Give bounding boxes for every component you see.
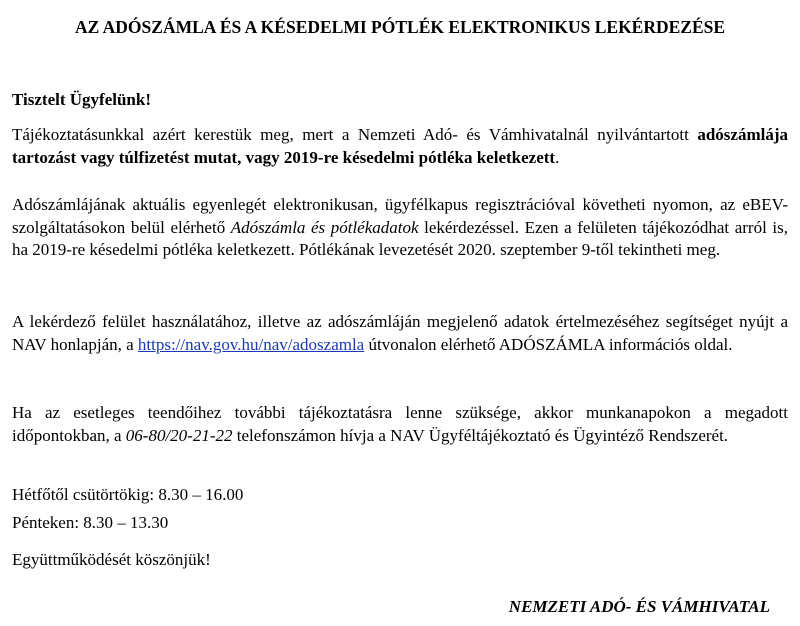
document-page	[12, 0, 788, 626]
signature: NEMZETI ADÓ- ÉS VÁMHIVATAL	[508, 597, 770, 616]
paragraph-contact-text: Ha az esetleges teendőihez további tájékoztatásra lenne szüksége, akkor munkanapokon a megadott időpontokban, a	[12, 403, 788, 445]
paragraph-intro	[12, 124, 788, 169]
paragraph-help-end: útvonalon elérhető ADÓSZÁMLA információs oldal.	[364, 334, 733, 354]
paragraph-intro-end: .	[555, 147, 560, 167]
paragraph-help-text: A lekérdező felület használatához, illetve az adószámláján megjelenő adatok értelmezéséhez segítséget nyújt a NAV honlapján, a	[12, 312, 788, 354]
paragraph-help	[12, 311, 788, 356]
paragraph-intro-text: Tájékoztatásunkkal azért kerestük meg, mert a Nemzeti Adó- és Vámhivatalnál nyilvántartott	[12, 125, 698, 144]
paragraph-balance-end: lekérdezéssel. Ezen a felületen tájékozódhat arról is, ha 2019-re késedelmi pótléka keletkezett. Pótlékának levezetését 2020. szeptember 9-től tekintheti meg.	[12, 217, 788, 259]
paragraph-balance-text: Adószámlájának aktuális egyenlegét elektronikusan, ügyfélkapus regisztrációval követheti nyomon, az eBEV-szolgáltatásokon belül elérhető	[12, 195, 788, 237]
document-title: AZ ADÓSZÁMLA ÉS A KÉSEDELMI PÓTLÉK ELEKTRONIKUS LEKÉRDEZÉSE	[74, 17, 726, 37]
paragraph-balance-italic: Adószámla és pótlékadatok	[230, 217, 419, 237]
hours-fri: Pénteken: 8.30 – 13.30	[12, 513, 169, 532]
hours-mon-thu: Hétfőtől csütörtökig: 8.30 – 16.00	[12, 485, 244, 504]
paragraph-intro-bold: adószámlája tartozást vagy túlfizetést mutat, vagy 2019-re késedelmi pótléka keletkezett	[12, 125, 788, 167]
paragraph-balance	[12, 194, 788, 262]
closing-thanks: Együttműködését köszönjük!	[12, 550, 211, 569]
greeting: Tisztelt Ügyfelünk!	[12, 90, 151, 109]
paragraph-contact-end: telefonszámon hívja a NAV Ügyféltájékoztató és Ügyintéző Rendszerét.	[232, 425, 729, 445]
nav-adoszamla-link[interactable]: https://nav.gov.hu/nav/adoszamla	[137, 334, 365, 354]
paragraph-contact	[12, 402, 788, 447]
phone-number: 06-80/20-21-22	[125, 425, 233, 445]
